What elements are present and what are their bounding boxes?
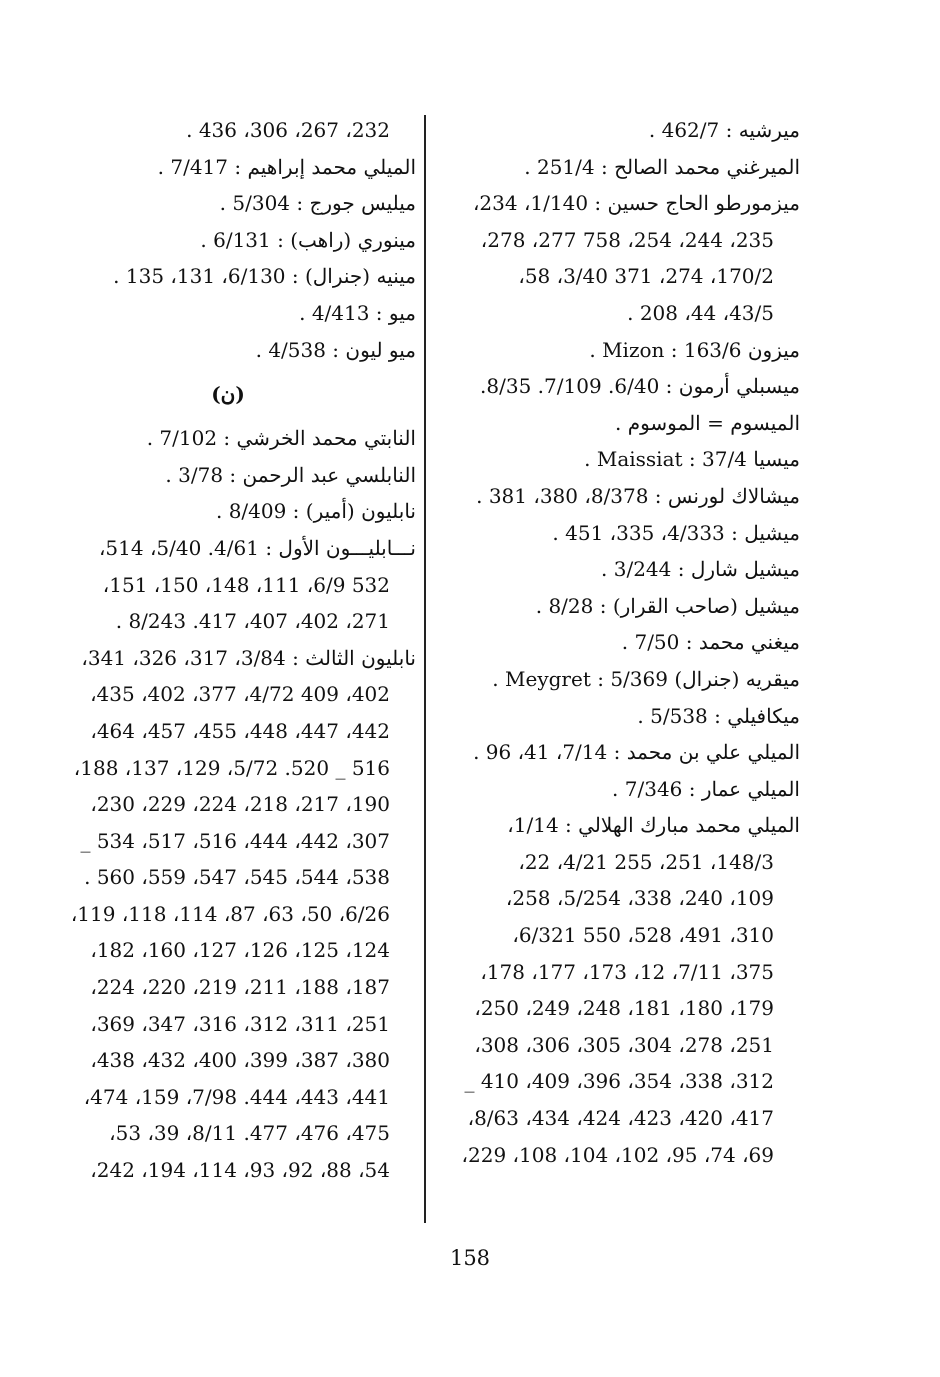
index-entry: ميزمورطو الحاج حسين : 1/140، 234، <box>472 191 800 216</box>
index-entry: الميلي عمار : 7/346 . <box>612 776 800 801</box>
index-entry: النابلسي عبد الرحمن : 3/78 . <box>165 462 416 487</box>
index-entry: نابليون (أمير) : 8/409 . <box>215 499 416 524</box>
index-entry: نابليون الثالث : 3/84، 317، 326، 341، <box>81 645 416 670</box>
left-index-column <box>40 112 416 1189</box>
index-entry: نـــابليـــون الأول : 4/61. 5/40، 514، <box>98 535 416 560</box>
index-entry-continuation: 124، 125، 126، 127، 160، 182، <box>90 938 390 963</box>
index-entry-continuation: 232، 267، 306، 436 . <box>186 118 390 142</box>
index-entry-continuation: 251، 278، 304، 305، 306، 308، <box>474 1032 774 1057</box>
index-entry-continuation: 251، 311، 312، 316، 347، 369، <box>90 1011 390 1036</box>
index-entry-continuation: 170/2، 274، 371 3/40، 58، <box>518 264 774 289</box>
index-entry: الميلي علي بن محمد : 7/14، 41، 96 . <box>473 740 800 765</box>
index-entry: الميلي محمد مبارك الهلالي : 1/14، <box>507 813 800 838</box>
index-entry: ميليس جورج : 5/304 . <box>219 191 416 216</box>
index-entry-continuation: 69، 74، 95، 102، 104، 108، 229، <box>461 1142 774 1167</box>
index-entry-continuation: 538، 544، 545، 547، 559، 560 . <box>84 865 390 890</box>
right-index-column <box>425 112 800 1173</box>
index-entry: ميو ليون : 4/538 . <box>255 337 416 362</box>
index-entry-continuation: 442، 447، 448، 455، 457، 464، <box>90 718 390 743</box>
index-entry: ميسبلي أرمون : 6/40. 7/109. 8/35. <box>480 374 800 399</box>
index-entry-continuation: 375، 7/11، 12، 173، 177، 178، <box>480 959 774 984</box>
index-entry-continuation: 402، 409 4/72، 377، 402، 435، <box>90 682 390 707</box>
index-entry-continuation: 532 6/9، 111، 148، 150، 151، <box>102 572 390 597</box>
page-number: 158 <box>449 1246 491 1270</box>
index-entry: ميقريه (جنرال) Meygret : 5/369 . <box>492 666 800 691</box>
index-entry: ميشيل : 4/333، 335، 451 . <box>552 520 800 545</box>
index-entry: ميزون Mizon : 163/6 . <box>589 337 800 362</box>
index-entry-continuation: 187، 188، 211، 219، 220، 224، <box>90 975 390 1000</box>
section-letter-heading: (ن) <box>211 382 245 407</box>
index-entry: الميلي محمد إبراهيم : 7/417 . <box>157 154 416 179</box>
index-entry-continuation: 235، 244، 254، 758 277، 278، <box>480 227 774 252</box>
index-entry-continuation: 43/5، 44، 208 . <box>627 300 774 325</box>
index-entry-continuation: 307، 442، 444، 516، 517، 534 _ <box>80 828 390 853</box>
index-entry-continuation: 441، 443، 444. 7/98، 159، 474، <box>83 1084 390 1109</box>
index-entry: ميغني محمد : 7/50 . <box>621 630 800 655</box>
index-entry-continuation: 6/26، 50، 63، 87، 114، 118، 119، <box>70 901 390 926</box>
index-entry: الميرغني محمد الصالح : 251/4 . <box>524 154 800 179</box>
index-entry: ميشالاك لورنس : 8/378، 380، 381 . <box>476 483 800 508</box>
index-entry-continuation: 179، 180، 181، 248، 249، 250، <box>474 996 774 1021</box>
index-entry: مينيه (جنرال) : 6/130، 131، 135 . <box>113 264 416 289</box>
index-entry-continuation: 54، 88، 92، 93، 114، 194، 242، <box>90 1158 390 1183</box>
index-entry-continuation: 148/3، 251، 255 4/21، 22، <box>518 849 774 874</box>
index-entry-continuation: 475، 476، 477. 8/11، 39، 53، <box>109 1121 390 1146</box>
index-entry-continuation: 271، 402، 407، 417. 8/243 . <box>115 609 390 634</box>
index-entry: ميسيا Maissiat : 37/4 . <box>584 447 800 472</box>
column-divider <box>424 115 426 1223</box>
index-entry-continuation: 109، 240، 338، 5/254، 258، <box>505 886 774 911</box>
index-entry: ميرشيه : 462/7 . <box>648 118 800 142</box>
index-entry: النابتي محمد الخرشي : 7/102 . <box>146 426 416 451</box>
index-entry-continuation: 190، 217، 218، 224، 229، 230، <box>90 792 390 817</box>
index-entry: ميشيل (صاحب القرار) : 8/28 . <box>535 593 800 618</box>
index-entry-continuation: 417، 420، 423، 424، 434، 8/63، <box>467 1106 774 1131</box>
index-entry: ميو : 4/413 . <box>299 300 416 325</box>
index-entry: الميسوم = الموسوم . <box>614 410 800 435</box>
index-entry: ميكافيلي : 5/538 . <box>637 703 800 728</box>
index-entry: مينوري (راهب) : 6/131 . <box>200 227 416 252</box>
index-entry-continuation: 380، 387، 399، 400، 432، 438، <box>90 1048 390 1073</box>
index-entry-continuation: 310، 491، 528، 550 6/321، <box>512 923 774 948</box>
index-entry: ميشيل شارل : 3/244 . <box>601 557 800 582</box>
index-entry-continuation: 312، 338، 354، 396، 409، 410 _ <box>464 1069 774 1094</box>
index-entry-continuation: 516 _ 520. 5/72، 129، 137، 188، <box>73 755 390 780</box>
